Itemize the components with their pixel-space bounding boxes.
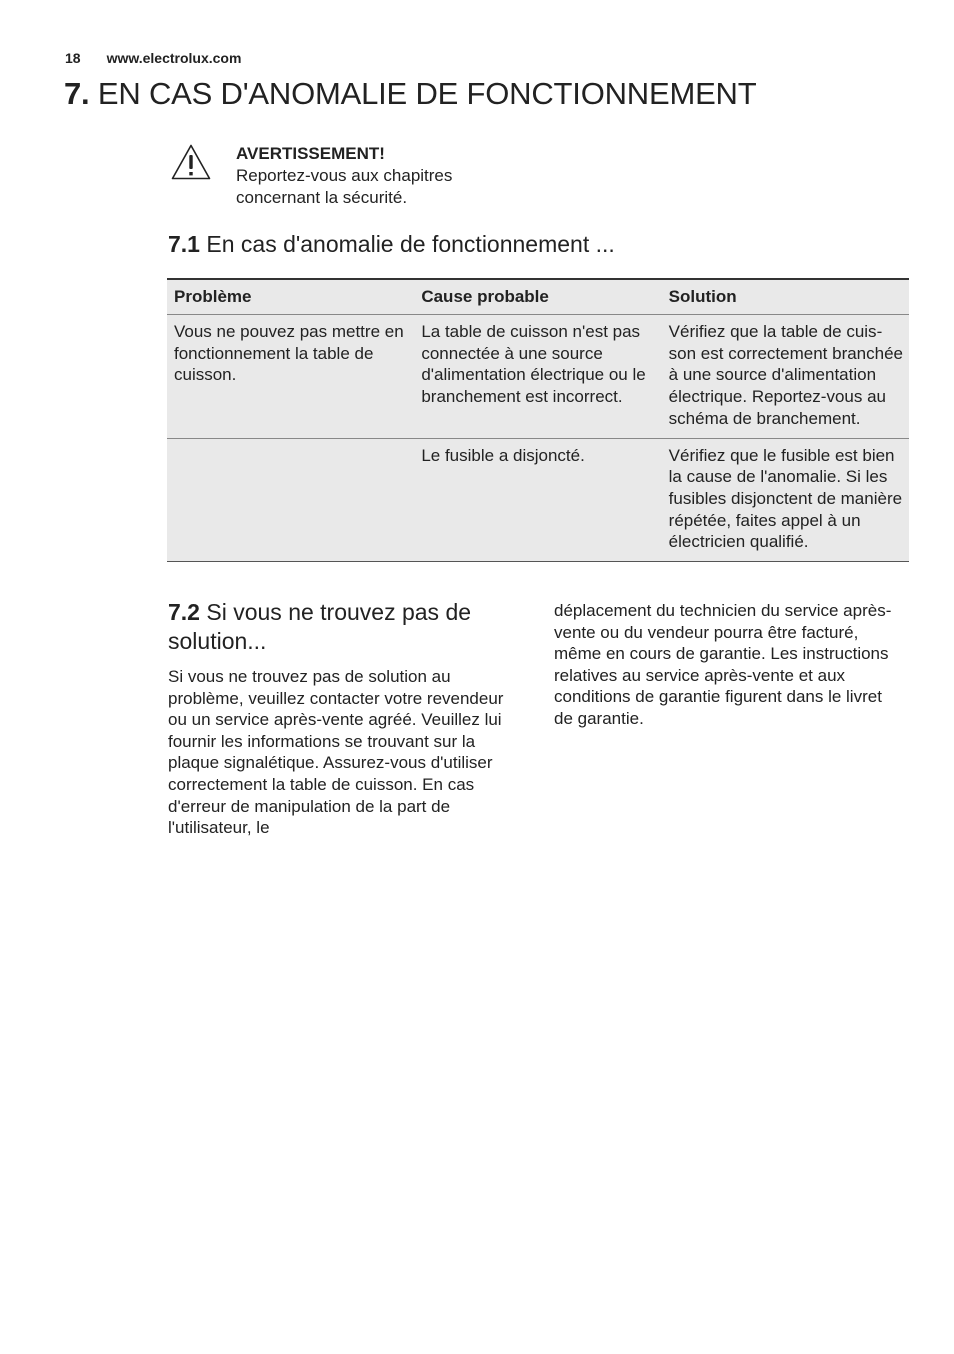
section-number: 7.2 (168, 599, 200, 625)
troubleshooting-table (167, 278, 909, 562)
column-header-cause: Cause probable (414, 279, 661, 315)
section-title: Si vous ne trouvez pas de solution... (168, 599, 472, 654)
chapter-title-text: EN CAS D'ANOMALIE DE FONCTIONNEMENT (97, 76, 757, 111)
table-row (167, 315, 909, 439)
section-heading-7-2 (168, 598, 528, 656)
body-paragraph-col1: Si vous ne trouvez pas de solution au problème, veuillez contacter votre revendeur ou un service après-vente agréé. Veuillez lui fournir les informations se trouvant sur la plaque signalétique. Assurez-vous d'utiliser correctement la table de cuisson. En cas d'erreur de manipulation de la part de l'utilisateur, le (168, 667, 504, 838)
warning-line-1: Reportez-vous aux chapitres (236, 166, 453, 185)
column-header-solution: Solution (662, 279, 909, 315)
header-url[interactable]: www.electrolux.com (106, 50, 242, 66)
cell-solution: Vérifiez que le fusible est bien la cause de l'anomalie. Si les fusibles disjonctent de manière répétée, faites appel à un électricien qualifié. (662, 438, 909, 562)
cell-cause: La table de cuisson n'est pas connectée à une source d'alimentation électrique ou le branchement est incorrect. (414, 315, 661, 439)
warning-text (236, 143, 556, 209)
section-heading-7-1 (168, 230, 615, 259)
section-title: En cas d'anomalie de fonctionnement ... (206, 231, 615, 257)
table-header-row (167, 279, 909, 315)
warning-title: AVERTISSEMENT! (236, 144, 385, 163)
warning-line-2: concernant la sécurité. (236, 188, 408, 207)
chapter-number: 7. (64, 76, 90, 111)
chapter-title (64, 76, 756, 112)
table-row (167, 438, 909, 562)
cell-problem (167, 438, 414, 562)
cell-solution: Vérifiez que la table de cuisson est correctement branchée à une source d'alimentation électrique. Reportez-vous au schéma de branchement. (662, 315, 909, 439)
cell-problem: Vous ne pouvez pas mettre en fonctionnement la table de cuisson. (167, 315, 414, 439)
page-number: 18 (65, 50, 81, 66)
cell-cause: Le fusible a disjoncté. (414, 438, 661, 562)
warning-triangle-icon (170, 143, 212, 181)
section-number: 7.1 (168, 231, 200, 257)
body-paragraph-col2: déplacement du technicien du service après-vente ou du vendeur pourra être facturé, même en cours de garantie. Les instructions relatives au service après-vente et aux conditions de garantie figurent dans le livret de garantie. (554, 601, 892, 728)
column-header-problem: Problème (167, 279, 414, 315)
page-header (65, 50, 241, 66)
